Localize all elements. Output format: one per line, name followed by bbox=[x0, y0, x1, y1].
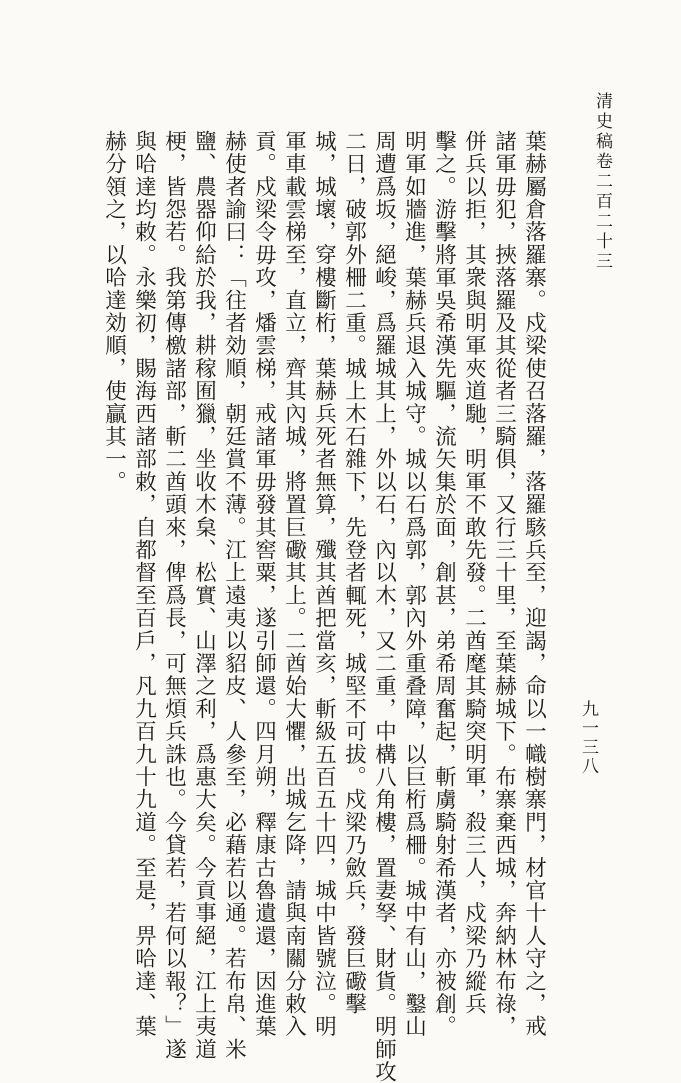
text-column-5: 明軍如牆進，葉赫兵退入城守。城以石爲郭，郭內外重叠障，以巨桁爲柵。城中有山，鑿山 bbox=[401, 130, 427, 1038]
text-column-4: 擊之。游擊將軍吳希漢先驅，流矢集於面，創甚，弟希周奮起，斬虜騎射希漢者，亦被創。 bbox=[431, 130, 457, 1038]
text-column-15: 赫分領之，以哈達効順，使贏其一。 bbox=[101, 130, 127, 494]
text-column-14: 與哈達均敕。永樂初，賜海西諸部敕，自都督至百戶，凡九百九十九道。至是，畀哈達、葉 bbox=[131, 130, 157, 1038]
text-column-3: 併兵以拒，其衆與明軍夾道馳，明軍不敢先發。二酋麾其騎突明軍，殺三人，戍梁乃縱兵 bbox=[461, 130, 487, 1016]
text-column-11: 赫使者諭曰：「往者効順，朝廷賞不薄。江上遠夷以貂皮、人參至，必藉若以通。若布帛、米 bbox=[221, 130, 247, 1061]
text-column-2: 諸軍毋犯，挾落羅及其從者三騎俱，又行三十里，至葉赫城下。布寨棄西城，奔納林布祿， bbox=[491, 130, 517, 1038]
text-column-8: 城，城壞，穿樓斷桁，葉赫兵死者無算，殲其酋把當亥，斬級五百五十四，城中皆號泣。明 bbox=[311, 130, 337, 1038]
text-column-7: 二日，破郭外柵二重。城上木石雜下，先登者輒死，城堅不可拔。戍梁乃斂兵，發巨礮擊 bbox=[341, 130, 367, 1016]
text-column-13: 梗，皆怨若。我第傳檄諸部，斬二酋頭來，俾爲長，可無煩兵誅也。今貸若，若何以報？」遂 bbox=[161, 130, 187, 1061]
text-column-1: 葉赫屬倉落羅寨。戍梁使召落羅，落羅駭兵至，迎謁，命以一幟樹寨門，材官十人守之，戒 bbox=[521, 130, 547, 1038]
page-number: 九一三八 bbox=[578, 700, 598, 776]
text-column-12: 鹽、農器仰給於我，耕稼囿獵，坐收木枲、松實、山澤之利，爲惠大矣。今貢事絕，江上夷道 bbox=[191, 130, 217, 1061]
text-column-6: 周遭爲坂，絕峻，爲羅城其上，外以石，內以木，又二重，中構八角樓，置妻孥、財貨。明師攻 bbox=[371, 130, 397, 1083]
text-column-9: 軍車載雲梯至，直立，齊其內城，將置巨礮其上。二酋始大懼，出城乞降，請與南關分敕入 bbox=[281, 130, 307, 1038]
running-header: 清史稿卷二百二十三 bbox=[592, 92, 612, 272]
text-column-10: 貢。戍梁令毋攻，燔雲梯，戒諸軍毋發其窖粟，遂引師還。四月朔，釋康古魯遺還，因進葉 bbox=[251, 130, 277, 1038]
